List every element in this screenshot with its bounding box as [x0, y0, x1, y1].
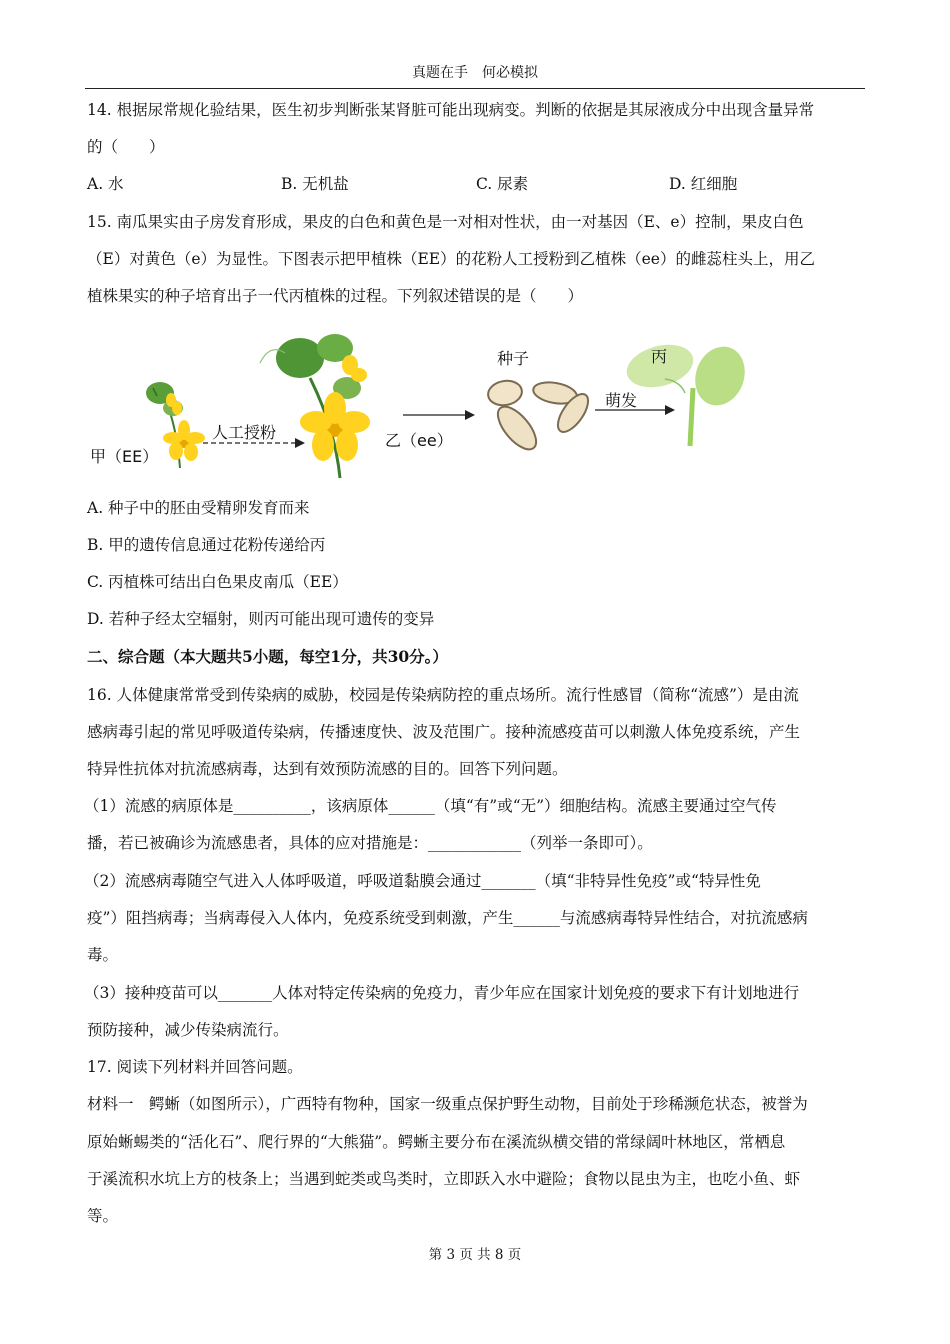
q16-line2: 感病毒引起的常见呼吸道传染病，传播速度快、波及范围广。接种流感疫苗可以刺激人体免疫系统，产生 [87, 723, 801, 741]
q14-option-b: B. 无机盐 [281, 175, 349, 193]
q15-line1: 15. 南瓜果实由子房发育形成，果皮的白色和黄色是一对相对性状，由一对基因（E、e）控制，果皮白色 [87, 213, 804, 231]
q14-option-a: A. 水 [87, 175, 124, 193]
q15-option-c: C. 丙植株可结出白色果皮南瓜（EE） [87, 573, 348, 591]
q17-material1-line2: 原始蜥蜴类的“活化石”、爬行界的“大熊猫”。鳄蜥主要分布在溪流纵横交错的常绿阔叶林地区，常栖息 [87, 1133, 786, 1151]
q16-part2-line1: （2）流感病毒随空气进入人体呼吸道，呼吸道黏膜会通过_______（填“非特异性免疫”或“特异性免 [84, 872, 761, 890]
q17-material1-line4: 等。 [87, 1207, 119, 1225]
header-rule [85, 88, 865, 89]
q16-part3-line2: 预防接种，减少传染病流行。 [87, 1021, 289, 1039]
label-jia: 甲（EE） [90, 447, 159, 466]
q15-line3: 植株果实的种子培育出子一代丙植株的过程。下列叙述错误的是（ ） [87, 287, 584, 305]
q17-line1: 17. 阅读下列材料并回答问题。 [87, 1058, 303, 1076]
label-germinate: 萌发 [605, 391, 638, 410]
q14-line1: 14. 根据尿常规化验结果，医生初步判断张某肾脏可能出现病变。判断的依据是其尿液成分中出现含量异常 [87, 101, 815, 119]
q16-part2-line2: 疫”）阻挡病毒；当病毒侵入人体内，免疫系统受到刺激，产生______与流感病毒特异性结合，对抗流感病 [87, 909, 808, 927]
label-yi: 乙（ee） [385, 431, 453, 450]
q16-line3: 特异性抗体对抗流感病毒，达到有效预防流感的目的。回答下列问题。 [87, 760, 568, 778]
seedling-bing-image [622, 338, 753, 446]
q15-line2: （E）对黄色（e）为显性。下图表示把甲植株（EE）的花粉人工授粉到乙植株（ee）的雌蕊柱头上，用乙 [87, 250, 815, 268]
q15-option-b: B. 甲的遗传信息通过花粉传递给丙 [87, 536, 326, 554]
label-seed: 种子 [497, 349, 530, 368]
q14-option-c: C. 尿素 [476, 175, 529, 193]
q16-part1-line2: 播，若已被确诊为流感患者，具体的应对措施是：____________（列举一条即可）。 [87, 834, 653, 852]
section-2-title: 二、综合题（本大题共5小题，每空1分，共30分。） [87, 647, 448, 666]
q16-line1: 16. 人体健康常常受到传染病的威胁，校园是传染病防控的重点场所。流行性感冒（简称“流感”）是由流 [87, 686, 799, 704]
q16-part2-line3: 毒。 [87, 946, 119, 964]
q14-line2: 的（ ） [87, 138, 165, 156]
page-footer: 第 3 页 共 8 页 [428, 1247, 522, 1263]
page-header: 真题在手 何必模拟 [412, 65, 538, 81]
label-bing: 丙 [651, 347, 668, 366]
q17-material1-line3: 于溪流积水坑上方的枝条上；当遇到蛇类或鸟类时，立即跃入水中避险；食物以昆虫为主，也吃小鱼、虾 [87, 1170, 801, 1188]
label-pollination: 人工授粉 [212, 423, 277, 442]
pumpkin-process-figure [85, 318, 755, 488]
q14-option-d: D. 红细胞 [669, 175, 738, 193]
seeds-image [486, 378, 594, 455]
q16-part3-line1: （3）接种疫苗可以_______人体对特定传染病的免疫力，青少年应在国家计划免疫的要求下有计划地进行 [84, 984, 800, 1002]
q15-option-d: D. 若种子经太空辐射，则丙可能出现可遗传的变异 [87, 610, 435, 628]
plant-yi-image [260, 334, 370, 478]
q17-material1-line1: 材料一 鳄蜥（如图所示），广西特有物种，国家一级重点保护野生动物，目前处于珍稀濒危状态，被誉为 [87, 1095, 808, 1113]
q15-option-a: A. 种子中的胚由受精卵发育而来 [87, 499, 310, 517]
q16-part1-line1: （1）流感的病原体是__________，该病原体______（填“有”或“无”）细胞结构。流感主要通过空气传 [84, 797, 777, 815]
